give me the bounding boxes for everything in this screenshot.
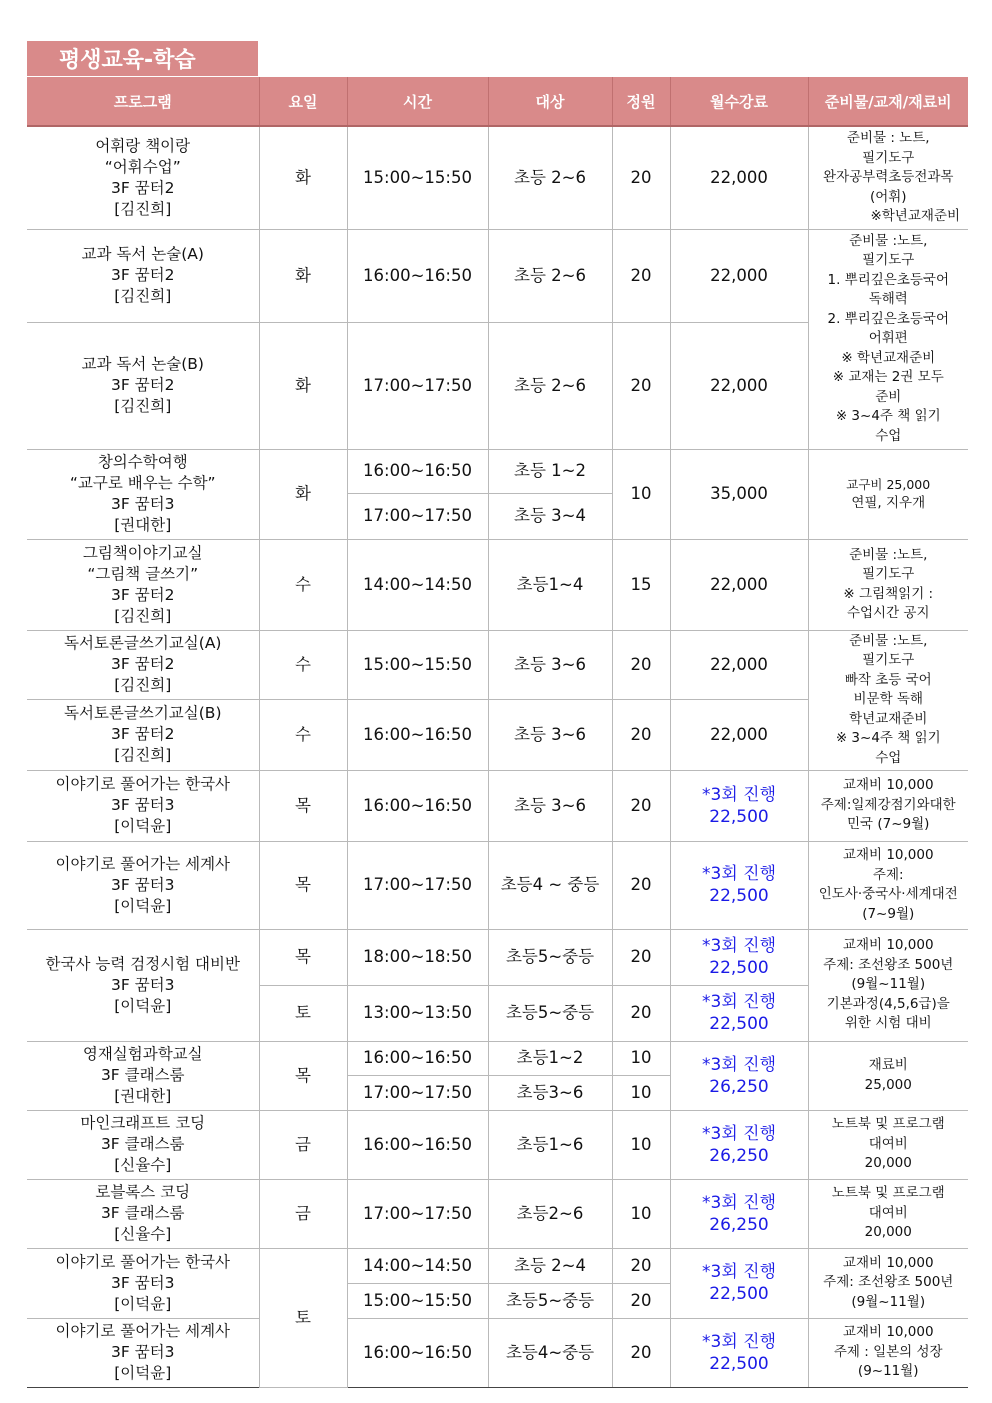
capacity-cell: 20 xyxy=(612,929,670,985)
fee-cell: 22,000 xyxy=(670,322,808,449)
fee-cell: 35,000 xyxy=(670,449,808,539)
capacity-cell: 20 xyxy=(612,1248,670,1283)
materials-cell: 준비물 : 노트, 필기도구 완자공부력초등전과목 (어휘) ※학년교재준비 xyxy=(808,126,968,229)
day-cell: 금 xyxy=(259,1110,347,1179)
time-cell: 16:00~16:50 xyxy=(347,229,488,322)
day-cell: 화 xyxy=(259,322,347,449)
time-cell: 17:00~17:50 xyxy=(347,493,488,539)
fee-cell: *3회 진행 22,500 xyxy=(670,770,808,841)
table-row xyxy=(27,770,968,841)
day-cell: 목 xyxy=(259,841,347,929)
program-cell: 독서토론글쓰기교실(A) 3F 꿈터2 [김진희] xyxy=(27,630,259,699)
day-cell: 금 xyxy=(259,1179,347,1248)
target-cell: 초등 2~6 xyxy=(488,322,612,449)
target-cell: 초등5~중등 xyxy=(488,985,612,1041)
program-cell: 교과 독서 논술(B) 3F 꿈터2 [김진희] xyxy=(27,322,259,449)
table-row xyxy=(27,929,968,985)
time-cell: 16:00~16:50 xyxy=(347,1041,488,1075)
header-materials: 준비물/교재/재료비 xyxy=(808,77,968,126)
target-cell: 초등 2~6 xyxy=(488,126,612,229)
fee-cell: *3회 진행 26,250 xyxy=(670,1110,808,1179)
target-cell: 초등 3~4 xyxy=(488,493,612,539)
time-cell: 16:00~16:50 xyxy=(347,770,488,841)
target-cell: 초등 3~6 xyxy=(488,630,612,699)
time-cell: 18:00~18:50 xyxy=(347,929,488,985)
materials-cell: 재료비 25,000 xyxy=(808,1041,968,1110)
target-cell: 초등2~6 xyxy=(488,1179,612,1248)
program-cell: 이야기로 풀어가는 한국사 3F 꿈터3 [이덕윤] xyxy=(27,770,259,841)
target-cell: 초등 2~4 xyxy=(488,1248,612,1283)
materials-cell: 준비물 :노트, 필기도구 1. 뿌리깊은초등국어 독해력 2. 뿌리깊은초등국어 어휘편 ※ 학년교재준비 ※ 교재는 2권 모두 준비 ※ 3~4주 책 읽기 수업 xyxy=(808,229,968,449)
target-cell: 초등5~중등 xyxy=(488,1283,612,1318)
program-cell: 이야기로 풀어가는 세계사 3F 꿈터3 [이덕윤] xyxy=(27,1318,259,1387)
day-cell: 수 xyxy=(259,539,347,630)
day-cell: 목 xyxy=(259,1041,347,1110)
day-cell: 토 xyxy=(259,985,347,1041)
fee-cell: 22,000 xyxy=(670,699,808,770)
time-cell: 17:00~17:50 xyxy=(347,1179,488,1248)
table-row xyxy=(27,841,968,929)
header-program: 프로그램 xyxy=(27,77,259,126)
header-row xyxy=(27,77,968,126)
fee-cell: *3회 진행 26,250 xyxy=(670,1179,808,1248)
capacity-cell: 20 xyxy=(612,126,670,229)
day-cell: 수 xyxy=(259,699,347,770)
target-cell: 초등3~6 xyxy=(488,1075,612,1110)
target-cell: 초등5~중등 xyxy=(488,929,612,985)
time-cell: 15:00~15:50 xyxy=(347,630,488,699)
capacity-cell: 10 xyxy=(612,449,670,539)
capacity-cell: 20 xyxy=(612,841,670,929)
program-cell: 그림책이야기교실 “그림책 글쓰기” 3F 꿈터2 [김진희] xyxy=(27,539,259,630)
table-row xyxy=(27,126,968,229)
target-cell: 초등 2~6 xyxy=(488,229,612,322)
table-row xyxy=(27,229,968,322)
time-cell: 17:00~17:50 xyxy=(347,322,488,449)
program-cell: 이야기로 풀어가는 한국사 3F 꿈터3 [이덕윤] xyxy=(27,1248,259,1318)
capacity-cell: 10 xyxy=(612,1041,670,1075)
materials-cell: 노트북 및 프로그램 대여비 20,000 xyxy=(808,1110,968,1179)
table-row xyxy=(27,1110,968,1179)
capacity-cell: 20 xyxy=(612,985,670,1041)
time-cell: 16:00~16:50 xyxy=(347,1318,488,1387)
materials-cell: 교재비 10,000 주제: 조선왕조 500년 (9월~11월) xyxy=(808,1248,968,1318)
capacity-cell: 20 xyxy=(612,699,670,770)
header-fee: 월수강료 xyxy=(670,77,808,126)
time-cell: 17:00~17:50 xyxy=(347,841,488,929)
fee-cell: *3회 진행 26,250 xyxy=(670,1041,808,1110)
day-cell: 토 xyxy=(259,1248,347,1387)
header-day: 요일 xyxy=(259,77,347,126)
materials-cell: 준비물 :노트, 필기도구 ※ 그림책읽기 : 수업시간 공지 xyxy=(808,539,968,630)
fee-cell: 22,000 xyxy=(670,229,808,322)
day-cell: 화 xyxy=(259,229,347,322)
capacity-cell: 10 xyxy=(612,1110,670,1179)
header-target: 대상 xyxy=(488,77,612,126)
target-cell: 초등 3~6 xyxy=(488,770,612,841)
materials-cell: 교재비 10,000 주제:일제강점기와대한 민국 (7~9월) xyxy=(808,770,968,841)
materials-cell: 교재비 10,000 주제: 인도사·중국사·세계대전 (7~9월) xyxy=(808,841,968,929)
fee-cell: *3회 진행 22,500 xyxy=(670,1318,808,1387)
capacity-cell: 10 xyxy=(612,1179,670,1248)
fee-cell: 22,000 xyxy=(670,539,808,630)
program-cell: 창의수학여행 “교구로 배우는 수학” 3F 꿈터3 [권대한] xyxy=(27,449,259,539)
materials-cell: 교재비 10,000 주제: 조선왕조 500년 (9월~11월) 기본과정(4,5,6급)을 위한 시험 대비 xyxy=(808,929,968,1041)
program-cell: 독서토론글쓰기교실(B) 3F 꿈터2 [김진희] xyxy=(27,699,259,770)
time-cell: 15:00~15:50 xyxy=(347,126,488,229)
table-row xyxy=(27,1179,968,1248)
table-row xyxy=(27,1248,968,1283)
materials-cell: 준비물 :노트, 필기도구 빠작 초등 국어 비문학 독해 학년교재준비 ※ 3~4주 책 읽기 수업 xyxy=(808,630,968,770)
materials-cell: 노트북 및 프로그램 대여비 20,000 xyxy=(808,1179,968,1248)
capacity-cell: 20 xyxy=(612,1318,670,1387)
target-cell: 초등1~6 xyxy=(488,1110,612,1179)
capacity-cell: 10 xyxy=(612,1075,670,1110)
time-cell: 15:00~15:50 xyxy=(347,1283,488,1318)
day-cell: 수 xyxy=(259,630,347,699)
capacity-cell: 20 xyxy=(612,770,670,841)
fee-cell: 22,000 xyxy=(670,630,808,699)
capacity-cell: 20 xyxy=(612,1283,670,1318)
program-cell: 로블록스 코딩 3F 클래스룸 [신율수] xyxy=(27,1179,259,1248)
time-cell: 16:00~16:50 xyxy=(347,1110,488,1179)
target-cell: 초등4~중등 xyxy=(488,1318,612,1387)
program-cell: 한국사 능력 검정시험 대비반 3F 꿈터3 [이덕윤] xyxy=(27,929,259,1041)
table-row xyxy=(27,539,968,630)
program-cell: 영재실험과학교실 3F 클래스룸 [권대한] xyxy=(27,1041,259,1110)
day-cell: 화 xyxy=(259,126,347,229)
time-cell: 16:00~16:50 xyxy=(347,449,488,493)
header-capacity: 정원 xyxy=(612,77,670,126)
program-cell: 이야기로 풀어가는 세계사 3F 꿈터3 [이덕윤] xyxy=(27,841,259,929)
capacity-cell: 15 xyxy=(612,539,670,630)
time-cell: 17:00~17:50 xyxy=(347,1075,488,1110)
fee-cell: *3회 진행 22,500 xyxy=(670,985,808,1041)
section-title: 평생교육-학습 xyxy=(27,41,258,76)
program-cell: 마인크래프트 코딩 3F 클래스룸 [신율수] xyxy=(27,1110,259,1179)
target-cell: 초등 1~2 xyxy=(488,449,612,493)
materials-cell: 교재비 10,000 주제 : 일본의 성장 (9~11월) xyxy=(808,1318,968,1387)
fee-cell: *3회 진행 22,500 xyxy=(670,1248,808,1318)
materials-cell: 교구비 25,000 연필, 지우개 xyxy=(808,449,968,539)
table-row xyxy=(27,630,968,699)
table-row xyxy=(27,1318,968,1387)
target-cell: 초등 3~6 xyxy=(488,699,612,770)
capacity-cell: 20 xyxy=(612,229,670,322)
day-cell: 화 xyxy=(259,449,347,539)
fee-cell: *3회 진행 22,500 xyxy=(670,929,808,985)
target-cell: 초등1~4 xyxy=(488,539,612,630)
day-cell: 목 xyxy=(259,929,347,985)
time-cell: 16:00~16:50 xyxy=(347,699,488,770)
fee-cell: *3회 진행 22,500 xyxy=(670,841,808,929)
header-time: 시간 xyxy=(347,77,488,126)
target-cell: 초등1~2 xyxy=(488,1041,612,1075)
program-cell: 어휘랑 책이랑 “어휘수업” 3F 꿈터2 [김진희] xyxy=(27,126,259,229)
target-cell: 초등4 ~ 중등 xyxy=(488,841,612,929)
table-row xyxy=(27,449,968,493)
table-row xyxy=(27,1041,968,1075)
time-cell: 14:00~14:50 xyxy=(347,539,488,630)
program-cell: 교과 독서 논술(A) 3F 꿈터2 [김진희] xyxy=(27,229,259,322)
time-cell: 13:00~13:50 xyxy=(347,985,488,1041)
time-cell: 14:00~14:50 xyxy=(347,1248,488,1283)
fee-cell: 22,000 xyxy=(670,126,808,229)
day-cell: 목 xyxy=(259,770,347,841)
schedule-table xyxy=(27,77,968,1388)
capacity-cell: 20 xyxy=(612,322,670,449)
capacity-cell: 20 xyxy=(612,630,670,699)
